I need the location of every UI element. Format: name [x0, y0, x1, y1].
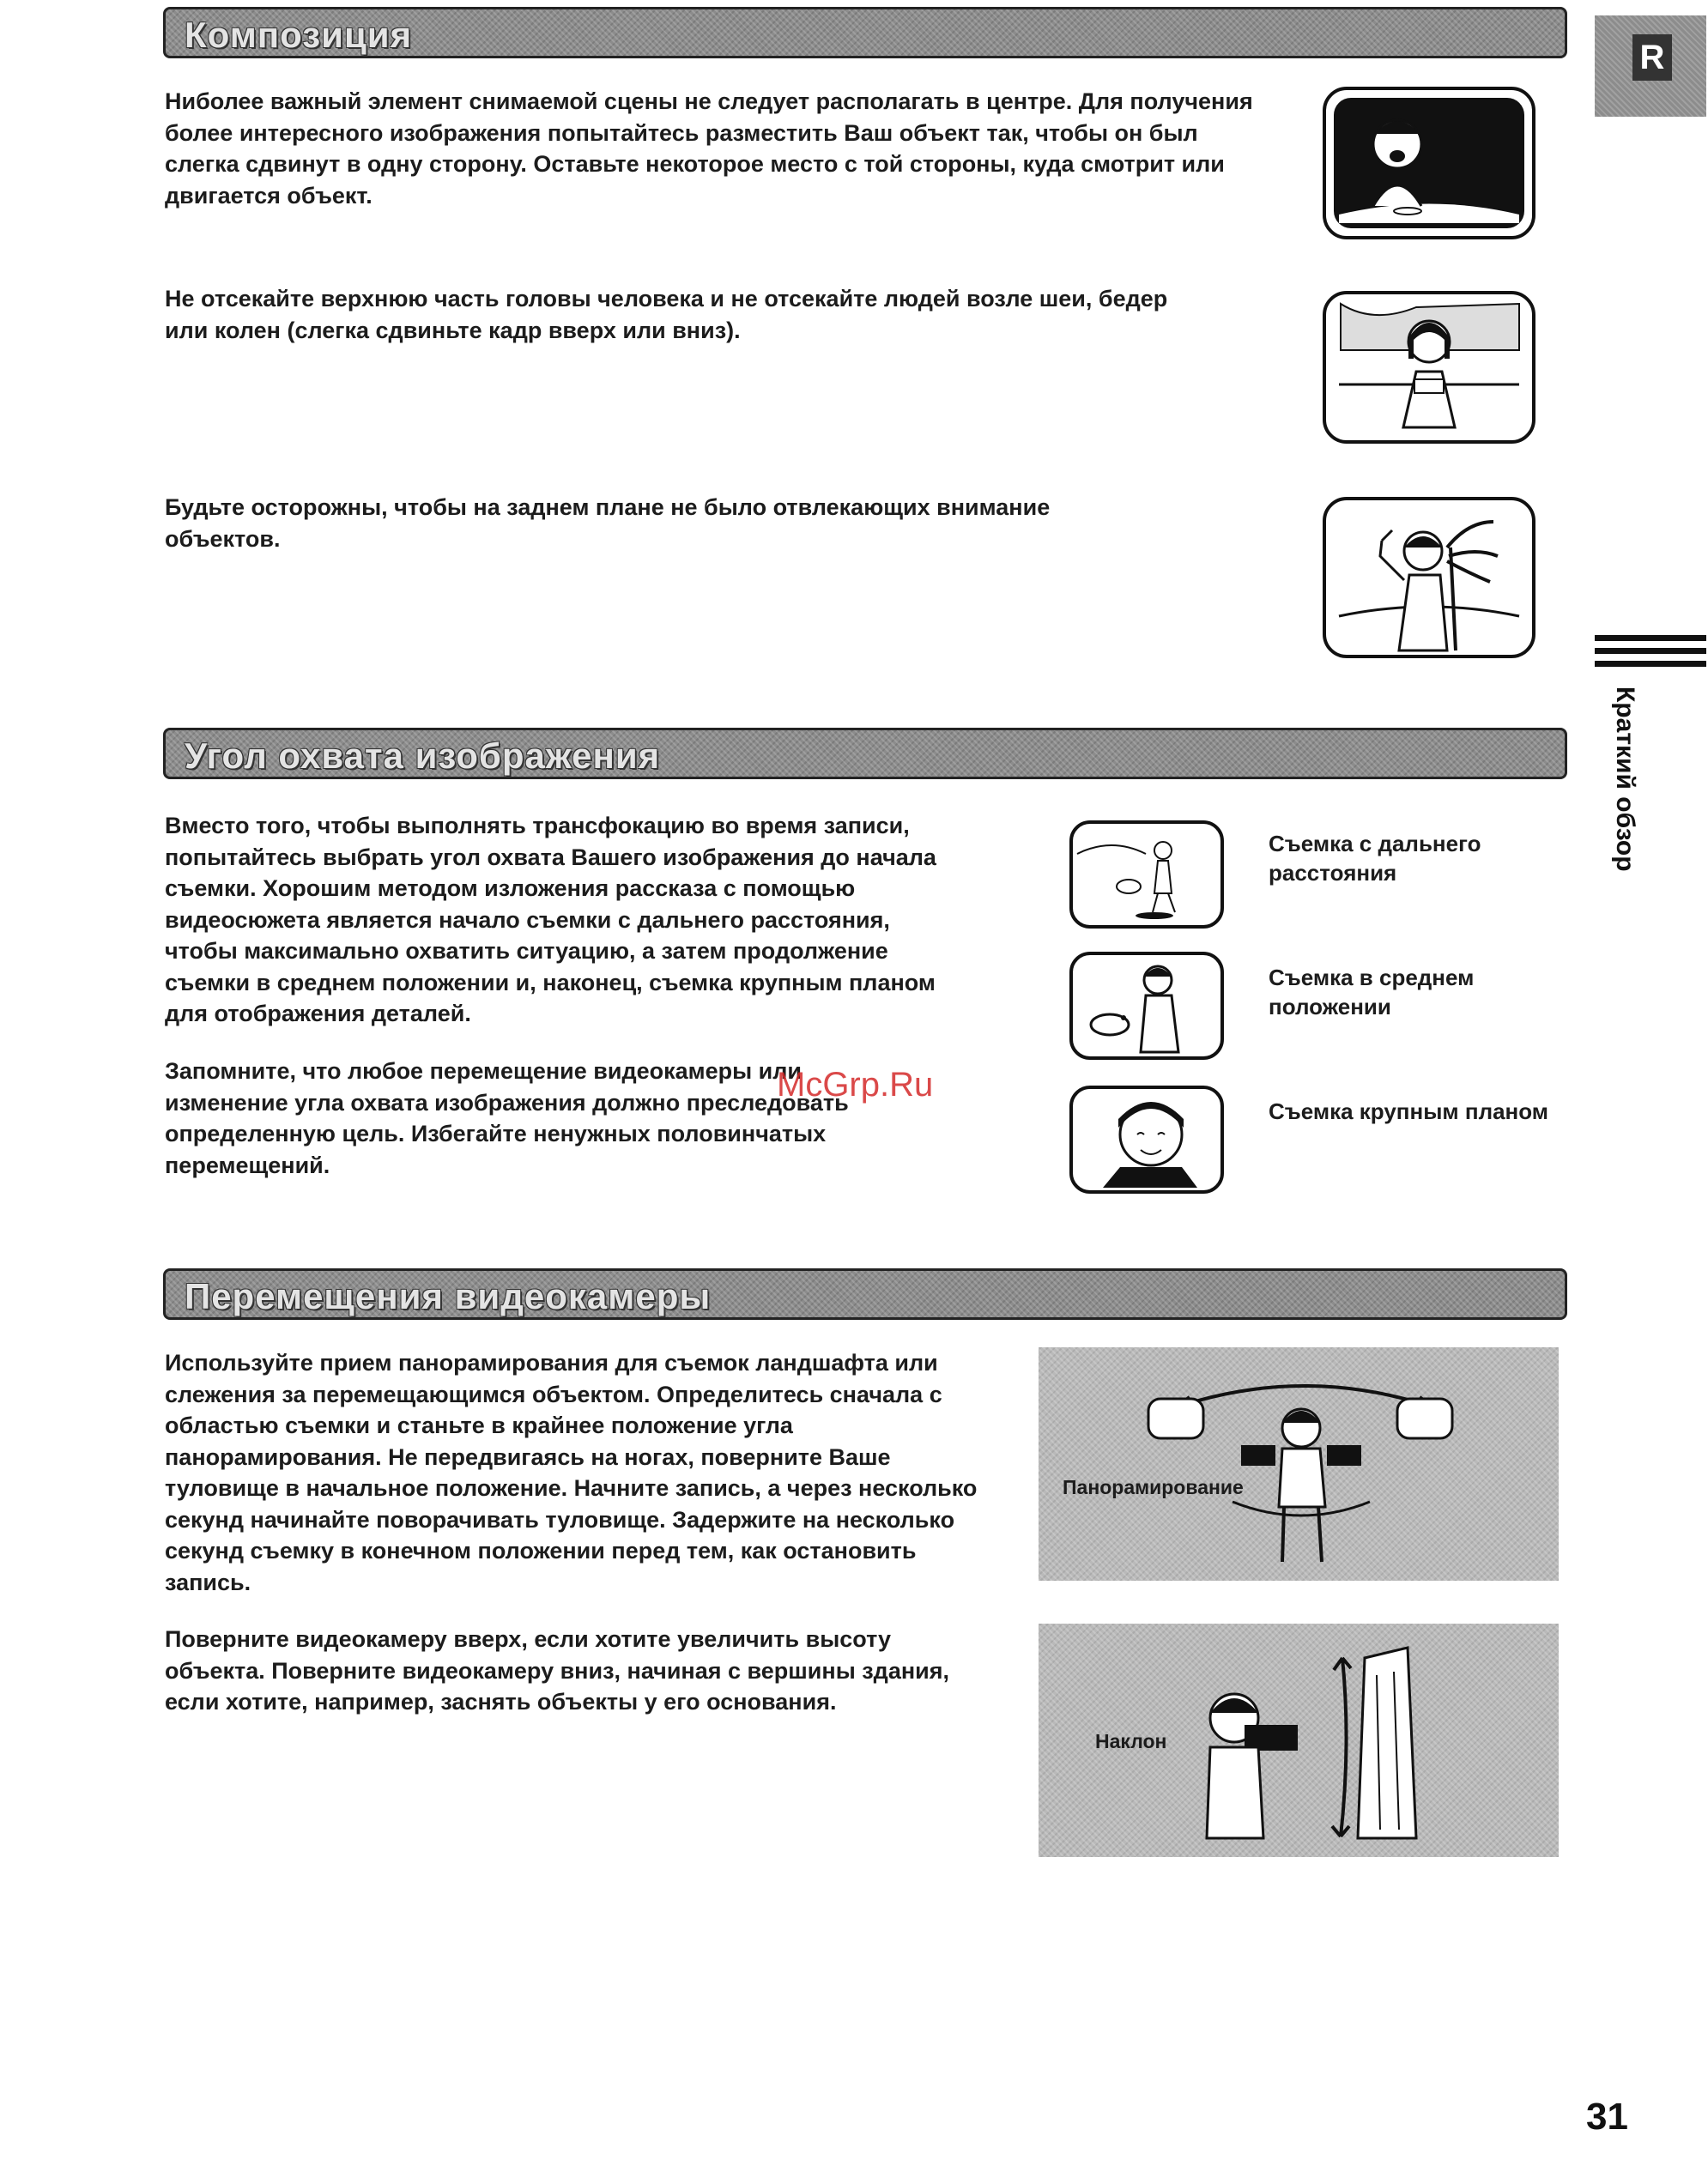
- angle-banner: [163, 728, 1567, 779]
- long-shot-caption: Съемка с дальнего расстояния: [1269, 831, 1481, 886]
- composition-banner: [163, 7, 1567, 58]
- tv-framing-illustration: [1322, 290, 1536, 445]
- tilt-label: Наклон: [1095, 1730, 1167, 1752]
- tv-long-shot: [1069, 820, 1225, 929]
- angle-paragraph-1: Вместо того, чтобы выполнять трансфокацию во время записи, попытайтесь выбрать угол охвата Вашего изображения до начала съемки. Хорошим методом изложения рассказа с помощью видеосюжета является начало съемки с дальнего расстояния, чтобы максимально охватить ситуацию, а затем продолжение съемки в среднем положении и, наконец, съемка крупным планом для отображения деталей.: [165, 813, 936, 1026]
- camera-moves-title: Перемещения видеокамеры: [185, 1276, 712, 1316]
- camera-moves-paragraph-2: Поверните видеокамеру вверх, если хотите увеличить высоту объекта. Поверните видеокамеру вниз, начиная с вершины здания, если хотите, например, заснять объекты у его основания.: [165, 1626, 949, 1715]
- camera-moves-banner: [163, 1268, 1567, 1320]
- composition-paragraph-3: Будьте осторожны, чтобы на заднем плане не было отвлекающих внимание объектов.: [165, 494, 1051, 552]
- tv-offcenter-illustration: [1322, 86, 1536, 240]
- section-marker-bars: [1595, 635, 1706, 674]
- watermark: McGrp.Ru: [777, 1066, 934, 1104]
- language-letter: R: [1632, 34, 1672, 81]
- camera-moves-paragraph-1: Используйте прием панорамирования для съемок ландшафта или слежения за перемещающимся объектом. Определитесь сначала с областью съемки и станьте в крайнее положение угла панорамирования. Не передвигаясь на ногах, поверните Ваше туловище в начальное положение. Начните запись, а через несколько секунд начинайте поворачивать туловище. Задержите на несколько секунд съемку в конечном положении перед тем, как остановить запись.: [165, 1350, 978, 1595]
- language-tab: [1595, 15, 1706, 117]
- page-number: 31: [1586, 2096, 1628, 2138]
- tv-close-up: [1069, 1085, 1225, 1195]
- composition-paragraph-1: Ниболее важный элемент снимаемой сцены не следует располагать в центре. Для получения более интересного изображения попытайтесь разместить Ваш объект так, чтобы он был слегка сдвинут в одну сторону. Оставьте некоторое место с той стороны, куда смотрит или двигается объект.: [165, 88, 1253, 209]
- close-up-caption: Съемка крупным планом: [1269, 1098, 1549, 1124]
- angle-paragraph-2: Запомните, что любое перемещение видеокамеры или изменение угла охвата изображения должно преследовать определенную цель. Избегайте ненужных половинчатых перемещений.: [165, 1058, 849, 1178]
- composition-title: Композиция: [185, 15, 413, 55]
- tilt-illustration: [1039, 1624, 1559, 1857]
- angle-title: Угол охвата изображения: [185, 735, 661, 776]
- section-label: Краткий обзор: [1611, 687, 1639, 872]
- medium-shot-caption: Съемка в среднем положении: [1269, 965, 1475, 1019]
- panning-label: Панорамирование: [1063, 1476, 1244, 1498]
- composition-paragraph-2: Не отсекайте верхнюю часть головы человека и не отсекайте людей возле шеи, бедер или колен (слегка сдвиньте кадр вверх или вниз).: [165, 286, 1168, 343]
- panning-illustration: [1039, 1347, 1559, 1581]
- tv-medium-shot: [1069, 951, 1225, 1061]
- tv-background-illustration: [1322, 496, 1536, 659]
